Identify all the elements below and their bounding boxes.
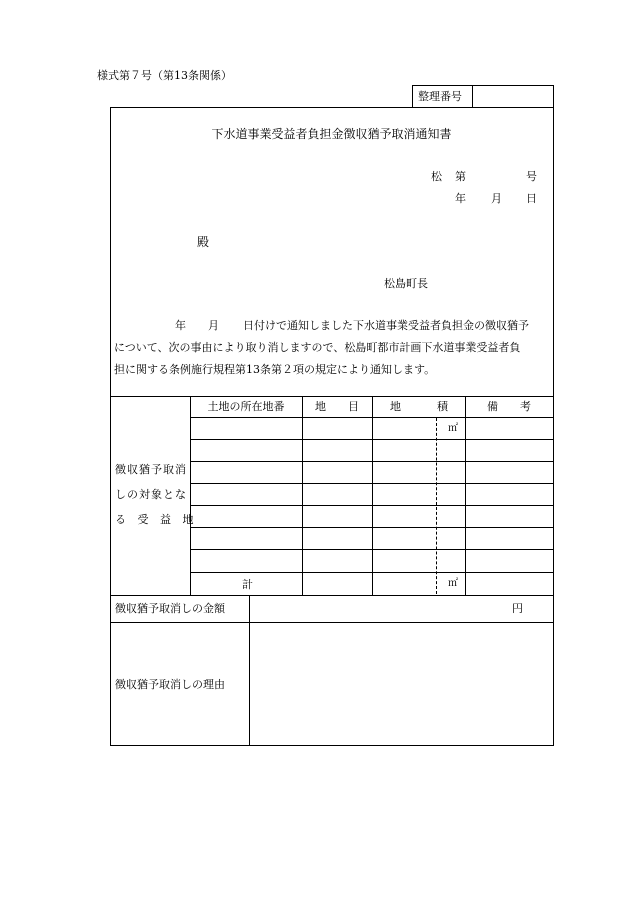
reason-field[interactable] xyxy=(250,623,552,744)
date-day: 日 xyxy=(526,192,537,205)
ref-number-label: 整理番号 xyxy=(418,90,462,103)
number-suffix: 号 xyxy=(526,170,537,183)
date-year: 年 xyxy=(455,192,466,205)
addressee-suffix: 殿 xyxy=(197,235,210,249)
body-line1: 日付けで通知しました下水道事業受益者負担金の徴収猶予 xyxy=(243,319,529,332)
body-year: 年 xyxy=(175,319,186,332)
date-month: 月 xyxy=(491,192,502,205)
number-middle: 第 xyxy=(455,170,466,183)
body-month: 月 xyxy=(208,319,219,332)
target-land-label-1: 徴収猶予取消 xyxy=(115,463,187,476)
target-land-label-3: る 受 益 地 xyxy=(115,513,198,526)
col-header-area-1: 地 xyxy=(390,400,401,413)
number-prefix: 松 xyxy=(431,170,442,183)
reason-label: 徴収猶予取消しの理由 xyxy=(115,678,225,691)
doc-title: 下水道事業受益者負担金徴収猶予取消通知書 xyxy=(211,127,452,141)
total-unit: ㎡ xyxy=(448,578,458,589)
col-header-area-2: 積 xyxy=(437,400,448,413)
col-header-location: 土地の所在地番 xyxy=(207,400,285,413)
col-header-remarks: 備 考 xyxy=(487,400,531,413)
body-line2: について、次の事由により取り消しますので、松島町都市計画下水道事業受益者負 xyxy=(114,341,521,354)
amount-unit: 円 xyxy=(512,602,523,615)
amount-field[interactable] xyxy=(250,596,505,621)
target-land-label-2: しの対象とな xyxy=(115,488,187,501)
ref-number-field[interactable] xyxy=(473,86,552,106)
sender: 松島町長 xyxy=(384,277,428,290)
area-unit: ㎡ xyxy=(448,423,458,434)
total-label: 計 xyxy=(242,578,253,591)
amount-label: 徴収猶予取消しの金額 xyxy=(115,602,225,615)
body-line3: 担に関する条例施行規程第13条第２項の規定により通知します。 xyxy=(114,363,436,376)
form-label: 様式第７号（第13条関係） xyxy=(97,69,232,82)
col-header-category: 地 目 xyxy=(315,400,359,413)
